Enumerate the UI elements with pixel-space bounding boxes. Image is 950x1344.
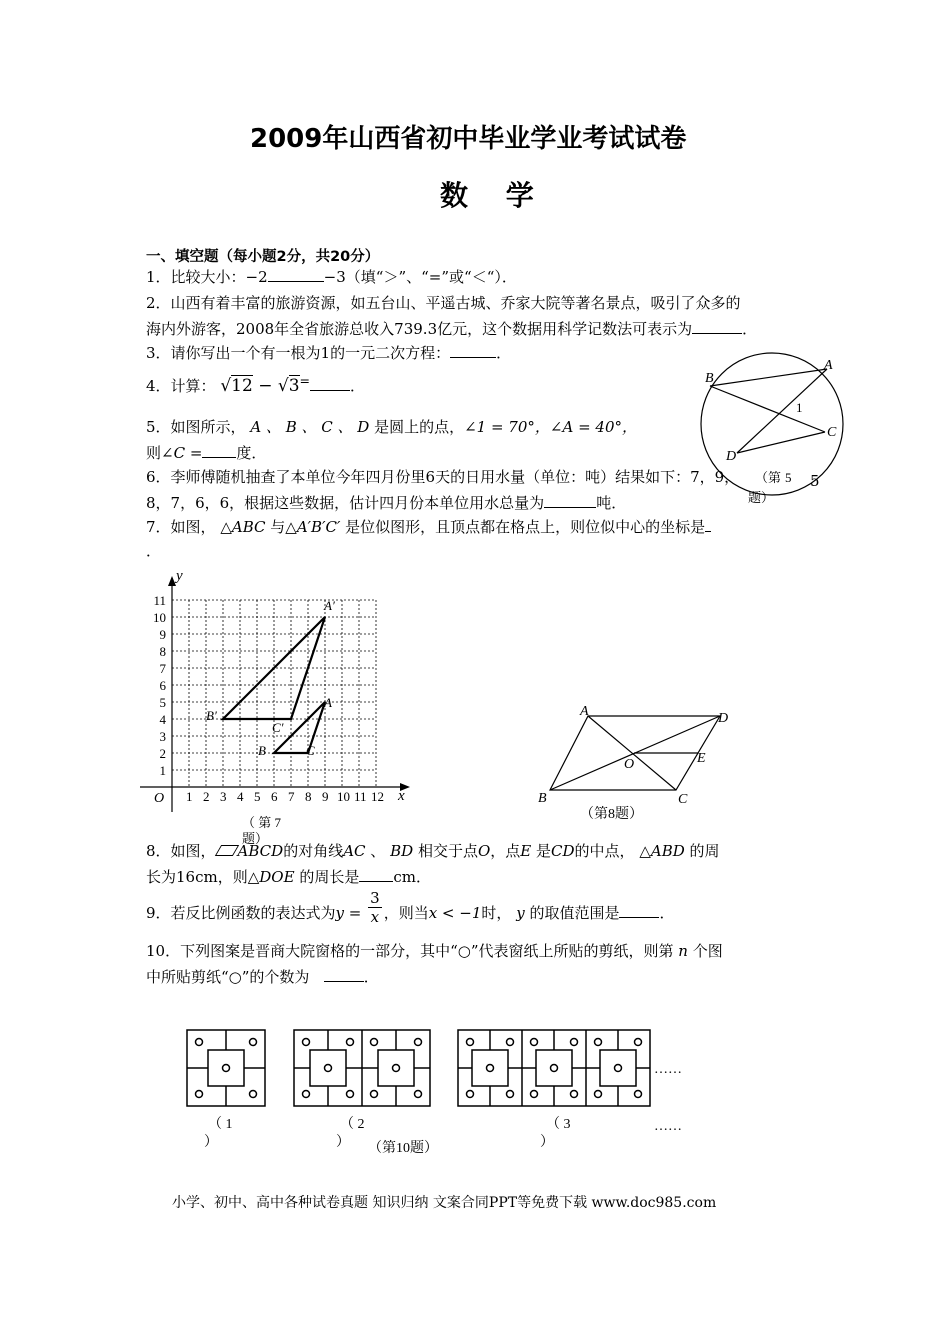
label-C: C — [678, 792, 688, 807]
paper-cut-circle-icon — [250, 1039, 257, 1046]
label-C: C — [306, 743, 315, 758]
x-tick-label: 3 — [220, 789, 227, 804]
y-tick-label: 10 — [153, 610, 166, 625]
question-5-line1: 5．如图所示， A 、 B 、 C 、 D 是圆上的点，∠1 = 70°，∠A = 40°， — [146, 418, 637, 436]
question-6-line1: 6．李师傅随机抽查了本单位今年四月份里6天的日用水量（单位：吨）结果如下：7，9， — [146, 468, 740, 486]
window-inner-square — [536, 1050, 572, 1086]
footer-text: 小学、初中、高中各种试卷真题 知识归纳 文案合同PPT等免费下载 www.doc985.com — [172, 1195, 717, 1211]
paper-cut-circle-icon — [303, 1091, 310, 1098]
mark-2a: （ 2 — [340, 1117, 365, 1132]
page-subtitle: 数 学 — [440, 179, 548, 212]
mark-1a: （ 1 — [208, 1117, 233, 1132]
y-tick-label: 2 — [159, 746, 166, 761]
y-tick-label: 9 — [159, 627, 166, 642]
paper-cut-circle-icon — [635, 1091, 642, 1098]
label-B: B — [705, 371, 714, 386]
label-angle-1: 1 — [796, 400, 803, 415]
paper-cut-circle-icon — [635, 1039, 642, 1046]
label-B-prime: B′ — [206, 708, 217, 723]
question-2-line1: 2．山西有着丰富的旅游资源，如五台山、平遥古城、乔家大院等著名景点，吸引了众多的 — [146, 294, 741, 312]
y-tick-label: 8 — [159, 644, 166, 659]
label-B: B — [538, 791, 547, 806]
question-8-line1: 8．如图， ABCD的对角线AC 、 BD 相交于点O，点E 是CD的中点， △ABD 的周 — [146, 842, 720, 860]
x-tick-label: 10 — [337, 789, 350, 804]
label-C: C — [827, 425, 837, 440]
grid-figure — [140, 562, 420, 847]
parallelogram-figure — [530, 700, 770, 825]
label-B: B — [258, 743, 266, 758]
x-tick-label: 5 — [254, 789, 261, 804]
paper-cut-circle-icon — [571, 1091, 578, 1098]
question-4: 4．计算： √12 − √3= ． — [146, 373, 366, 396]
question-6-tail: 5 — [810, 472, 820, 490]
y-tick-label: 6 — [159, 678, 166, 693]
label-O: O — [624, 757, 635, 772]
paper-cut-circle-icon — [467, 1091, 474, 1098]
x-tick-label: 11 — [354, 789, 367, 804]
paper-cut-circle-icon — [347, 1039, 354, 1046]
mark-3a: （ 3 — [546, 1117, 571, 1132]
label-A: A — [324, 695, 332, 710]
y-tick-label: 11 — [153, 593, 166, 608]
paper-cut-circle-icon — [371, 1039, 378, 1046]
x-tick-label: 7 — [288, 789, 295, 804]
paper-cut-circle-icon — [250, 1091, 257, 1098]
window-patterns-figure — [180, 1018, 700, 1163]
window-inner-square — [208, 1050, 244, 1086]
caption-5c: 题） — [748, 490, 775, 505]
origin-label: O — [154, 791, 165, 806]
question-7-line2: ． — [146, 542, 162, 560]
x-tick-label: 4 — [237, 789, 244, 804]
paper-cut-circle-icon — [196, 1091, 203, 1098]
question-9: 9．若反比例函数的表达式为y = $\frac{3}{x}$ ，则当x < −1时， y 的取值范围是 ． — [146, 888, 675, 926]
paper-cut-circle-icon — [303, 1039, 310, 1046]
y-tick-label: 5 — [159, 695, 166, 710]
page-title: 2009年山西省初中毕业学业考试试卷 — [250, 124, 687, 154]
question-6-line2: 8，7，6，6，根据这些数据，估计四月份本单位用水总量为 吨． — [146, 494, 627, 512]
paper-cut-circle-icon — [595, 1039, 602, 1046]
y-tick-label: 7 — [159, 661, 166, 676]
circle-figure — [690, 340, 850, 510]
paper-cut-circle-icon — [571, 1039, 578, 1046]
paper-cut-circle-icon — [196, 1039, 203, 1046]
paper-cut-circle-icon — [467, 1039, 474, 1046]
label-D: D — [726, 449, 737, 464]
paper-cut-circle-icon — [487, 1065, 494, 1072]
paper-cut-circle-icon — [507, 1091, 514, 1098]
caption-5a: （第 — [755, 470, 782, 485]
window-inner-square — [310, 1050, 346, 1086]
question-5-line2: 则∠C = 度． — [146, 444, 267, 462]
paper-cut-circle-icon — [531, 1039, 538, 1046]
paper-cut-circle-icon — [325, 1065, 332, 1072]
label-A-prime: A′ — [324, 598, 335, 613]
x-tick-label: 8 — [305, 789, 312, 804]
x-tick-label: 6 — [271, 789, 278, 804]
x-tick-label: 1 — [186, 789, 193, 804]
paper-cut-circle-icon — [223, 1065, 230, 1072]
caption-8: （第8题） — [580, 807, 643, 822]
axis-y-label: y — [176, 568, 183, 584]
x-tick-label: 2 — [203, 789, 210, 804]
mark-3b: ） — [540, 1135, 554, 1150]
paper-cut-circle-icon — [415, 1091, 422, 1098]
question-1: 1．比较大小：−2 −3（填“＞”、“=”或“＜“）． — [146, 268, 517, 286]
paper-cut-circle-icon — [347, 1091, 354, 1098]
label-A: A — [824, 358, 833, 373]
y-tick-label: 1 — [159, 763, 166, 778]
paper-cut-circle-icon — [595, 1091, 602, 1098]
label-A: A — [580, 704, 589, 719]
y-tick-label: 3 — [159, 729, 166, 744]
paper-cut-circle-icon — [507, 1039, 514, 1046]
section-header: 一、填空题（每小题2分，共20分） — [146, 249, 380, 265]
mark-2b: ） — [336, 1135, 350, 1150]
question-3: 3．请你写出一个有一根为1的一元二次方程： ． — [146, 344, 512, 362]
window-inner-square — [378, 1050, 414, 1086]
window-inner-square — [600, 1050, 636, 1086]
paper-cut-circle-icon — [551, 1065, 558, 1072]
paper-cut-circle-icon — [371, 1091, 378, 1098]
question-7-line1: 7．如图， △ABC 与△A′B′C′ 是位似图形，且顶点都在格点上，则位似中心的坐标是 — [146, 516, 711, 538]
ellipsis-2: …… — [654, 1119, 682, 1134]
y-tick-label: 4 — [159, 712, 166, 727]
ellipsis-1: …… — [654, 1062, 682, 1077]
caption-7b: 题） — [242, 831, 269, 846]
parallelogram-symbol-icon — [214, 845, 238, 856]
question-10-line1: 10．下列图案是晋商大院窗格的一部分，其中“○”代表窗纸上所贴的剪纸，则第 n 个图 — [146, 942, 723, 960]
question-8-line2: 长为16cm，则△DOE 的周长是 cm． — [146, 868, 431, 886]
caption-5b: 5 — [785, 470, 792, 485]
x-tick-label: 9 — [322, 789, 329, 804]
paper-cut-circle-icon — [615, 1065, 622, 1072]
paper-cut-circle-icon — [415, 1039, 422, 1046]
window-inner-square — [472, 1050, 508, 1086]
label-C-prime: C′ — [272, 720, 284, 735]
caption-10: （第10题） — [368, 1141, 438, 1156]
axis-x-label: x — [398, 788, 405, 804]
x-tick-label: 12 — [371, 789, 384, 804]
caption-7a: （ 第 7 — [242, 815, 282, 830]
label-D: D — [718, 711, 729, 726]
paper-cut-circle-icon — [393, 1065, 400, 1072]
mark-1b: ） — [204, 1135, 218, 1150]
label-E: E — [697, 751, 706, 766]
question-10-line2: 中所贴剪纸“○”的个数为 ． — [146, 968, 379, 986]
question-2-line2: 海内外游客，2008年全省旅游总收入739.3亿元，这个数据用科学记数法可表示为 ． — [146, 320, 758, 338]
paper-cut-circle-icon — [531, 1091, 538, 1098]
